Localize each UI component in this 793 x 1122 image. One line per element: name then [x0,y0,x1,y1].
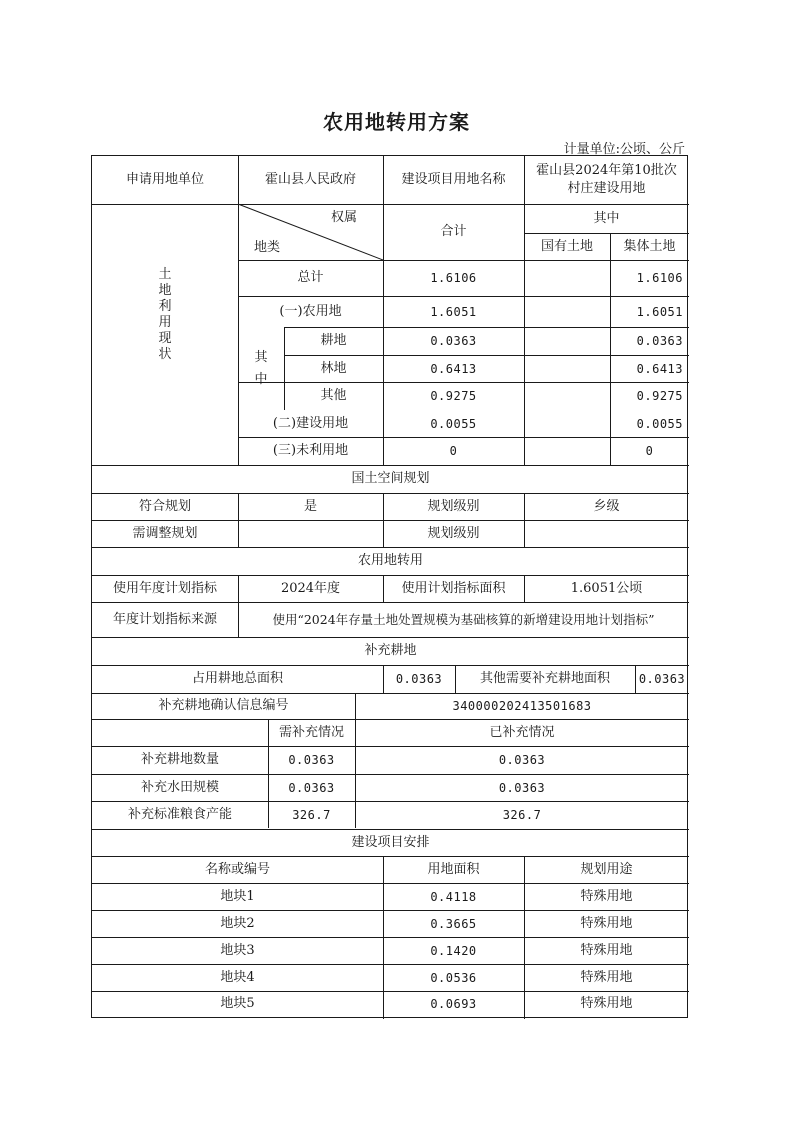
occupied-area-label: 占用耕地总面积 [191,671,283,686]
land-row-collective: 0.9275 [636,389,683,403]
land-row-name: (三)未利用地 [272,443,349,458]
project-row-area: 0.4118 [430,889,477,904]
conform-value: 是 [303,498,317,514]
land-row-collective: 1.6051 [636,304,683,319]
confirm-number-value: 340000202413501683 [452,699,592,713]
land-row-total: 0.0055 [430,416,477,431]
need-col-header: 需补充情况 [278,724,344,740]
compensation-row-name: 补充水田规模 [140,779,219,795]
adjust-value [238,520,383,547]
project-name-col-header: 名称或编号 [204,861,270,877]
index-source-label: 年度计划指标来源 [112,611,217,627]
adjust-level-label: 规划级别 [427,525,480,541]
land-row-state [524,437,610,465]
project-row-area: 0.1420 [430,943,477,958]
applicant-value: 霍山县人民政府 [264,172,356,187]
adjust-label: 需调整规划 [132,525,198,541]
project-value [524,156,689,204]
document-title: 农用地转用方案 [323,110,470,134]
land-row-total: 1.6106 [430,271,477,285]
compensation-row-need: 0.0363 [288,753,335,767]
land-row-name: 耕地 [320,333,347,348]
land-row-total: 0.9275 [430,389,477,403]
project-row-area: 0.0536 [430,970,477,985]
year-index-value: 2024年度 [280,580,341,596]
adjust-level-value [524,520,689,547]
project-row-use: 特殊用地 [580,942,633,958]
state-land-col-header: 国有土地 [540,238,593,254]
year-index-label: 使用年度计划指标 [112,580,217,596]
compensation-row-done: 0.0363 [498,780,546,795]
land-row-state [524,327,610,355]
occupied-area-value: 0.0363 [395,672,443,686]
collective-land-col-header: 集体土地 [623,238,676,254]
land-row-collective: 0.0055 [636,416,683,431]
land-row-collective: 1.6106 [636,271,683,285]
land-row-state [524,296,610,327]
project-row-name: 地块4 [220,969,255,985]
land-row-collective: 0.6413 [636,361,683,376]
project-row-area: 0.3665 [430,916,477,931]
ownership-header: 权属 [330,210,357,225]
land-row-collective: 0 [645,444,654,458]
level-label: 规划级别 [427,498,480,514]
land-row-total: 0.6413 [430,361,477,376]
conversion-plan-table [91,155,688,1018]
level-value: 乡级 [593,498,620,514]
land-row-state [524,382,610,410]
compensation-row-name: 补充标准粮食产能 [127,807,232,822]
done-col-header: 已补充情况 [489,724,555,740]
land-row-name: 其他 [320,388,347,403]
project-row-use: 特殊用地 [580,996,633,1011]
land-row-name: (二)建设用地 [272,415,349,431]
conform-label: 符合规划 [138,498,191,514]
projects-section-title: 建设项目安排 [351,834,430,850]
land-row-name: 总计 [297,270,324,285]
index-area-value: 1.6051公顷 [570,580,643,596]
project-use-col-header: 规划用途 [580,861,633,877]
index-area-label: 使用计划指标面积 [401,580,506,596]
planning-section-title: 国土空间规划 [351,471,430,486]
project-value-line1: 霍山县2024年第10批次 [536,163,677,178]
conversion-section-title: 农用地转用 [357,553,423,568]
index-source-value: 使用“2024年存量土地处置规模为基础核算的新增建设用地计划指标” [272,611,655,627]
compensation-row-need: 326.7 [292,808,331,822]
applicant-label: 申请用地单位 [125,172,204,187]
compensation-row-done: 0.0363 [498,753,546,767]
project-row-name: 地块5 [220,996,255,1011]
land-row-name: (一)农用地 [279,303,342,319]
land-row-total: 0.0363 [430,334,477,348]
of-which-header: 其中 [593,210,620,226]
project-row-use: 特殊用地 [580,915,633,931]
project-row-name: 地块2 [220,915,255,931]
project-row-name: 地块3 [220,942,255,958]
land-row-name: 林地 [320,360,347,376]
project-row-use: 特殊用地 [580,969,633,985]
project-row-name: 地块1 [220,888,255,904]
land-row-collective: 0.0363 [636,334,683,348]
of-which-side-label: 其 中 [254,349,268,387]
project-label: 建设项目用地名称 [401,172,506,187]
land-row-state [524,410,610,437]
compensation-row-need: 0.0363 [288,780,335,795]
other-area-value: 0.0363 [638,672,686,686]
land-status-side-label: 土 地 利 用 现 状 [158,266,172,362]
measurement-unit: 计量单位:公顷、公斤 [563,142,685,157]
land-row-state [524,260,610,296]
project-row-area: 0.0693 [430,997,477,1011]
compensation-section-title: 补充耕地 [364,643,417,658]
compensation-row-name: 补充耕地数量 [140,752,219,767]
other-area-label: 其他需要补充耕地面积 [479,671,610,686]
total-col-header: 合计 [440,224,467,239]
project-value-line2: 村庄建设用地 [567,181,646,196]
project-area-col-header: 用地面积 [427,861,480,877]
compensation-row-done: 326.7 [502,808,542,822]
land-row-total: 0 [449,444,458,458]
confirm-number-label: 补充耕地确认信息编号 [158,698,289,713]
land-row-total: 1.6051 [430,304,477,319]
land-row-state [524,355,610,382]
land-class-header: 地类 [253,240,280,255]
project-row-use: 特殊用地 [580,888,633,904]
